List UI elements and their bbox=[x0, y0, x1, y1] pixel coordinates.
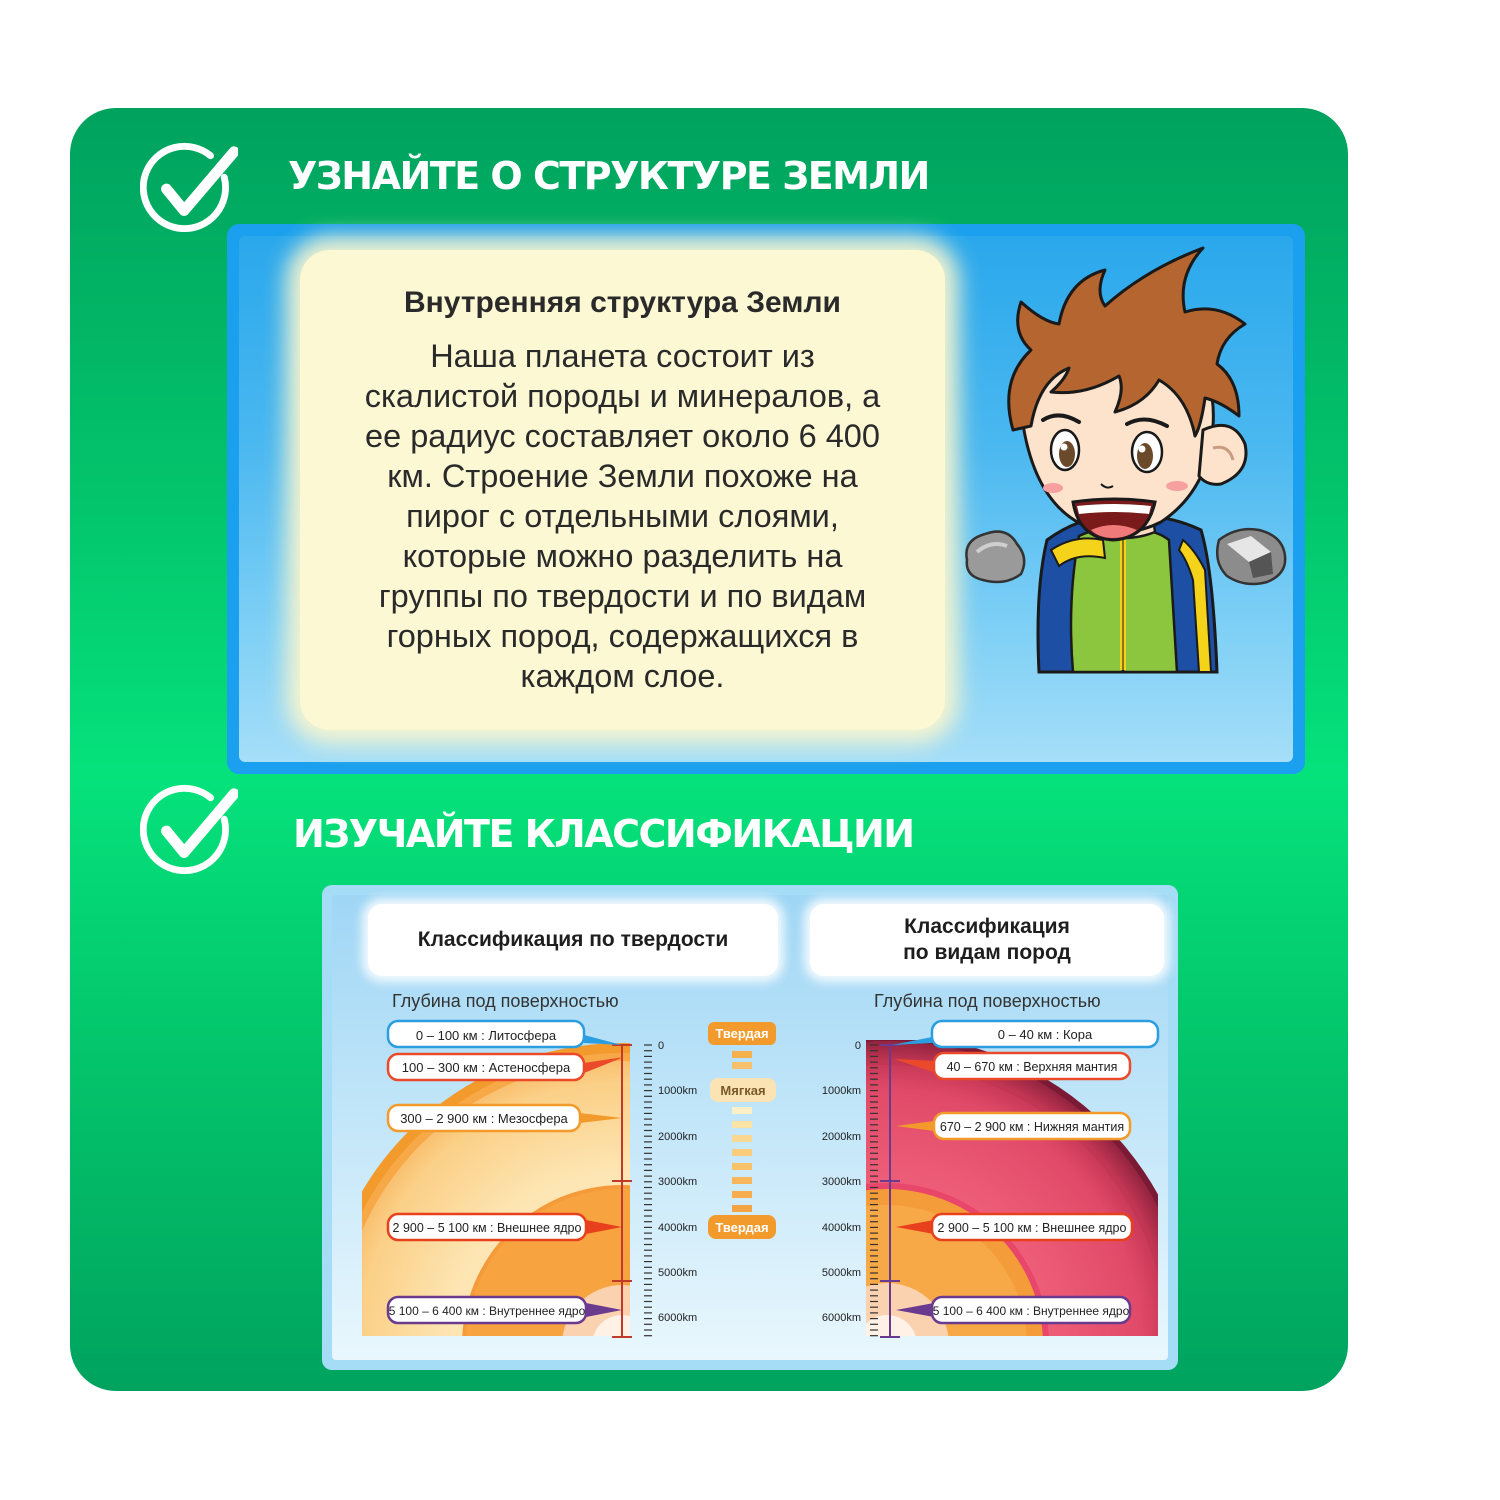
rock-types-header-line: по видам пород bbox=[903, 941, 1071, 964]
layer-label: 5 100 – 6 400 км : Внутреннее ядро bbox=[388, 1304, 586, 1318]
boy-character bbox=[955, 240, 1295, 680]
note-text bbox=[300, 336, 945, 696]
note-line: пирог с отдельными слоями, bbox=[406, 498, 839, 534]
hardness-header: Классификация по твердости bbox=[368, 904, 778, 976]
note-title: Внутренняя структура Земли bbox=[404, 286, 841, 319]
check-circle-icon bbox=[140, 140, 238, 238]
layer-callout bbox=[388, 1021, 622, 1047]
layer-label: 0 – 40 км : Кора bbox=[997, 1027, 1093, 1042]
state-label-solid: Твердая bbox=[715, 1026, 769, 1041]
structure-note bbox=[300, 250, 945, 730]
axis-tick-label: 5000km bbox=[658, 1267, 698, 1279]
axis-tick-label: 0 bbox=[658, 1040, 665, 1052]
section-title-structure: УЗНАЙТЕ О СТРУКТУРЕ ЗЕМЛИ bbox=[288, 154, 929, 198]
axis-tick-label: 4000km bbox=[658, 1222, 698, 1234]
note-line: Наша планета состоит из bbox=[430, 338, 815, 374]
layer-label: 100 – 300 км : Астеносфера bbox=[401, 1060, 571, 1075]
axis-tick-label: 5000km bbox=[821, 1267, 861, 1279]
note-line: каждом слое. bbox=[520, 658, 725, 694]
hardness-state-column bbox=[708, 1022, 776, 1239]
axis-tick-label: 1000km bbox=[658, 1085, 698, 1097]
axis-tick-label: 3000km bbox=[658, 1176, 698, 1188]
axis-tick-label: 6000km bbox=[658, 1312, 698, 1324]
note-line: группы по твердости и по видам bbox=[378, 578, 867, 614]
state-label-solid: Твердая bbox=[715, 1220, 769, 1235]
axis-tick-label: 2000km bbox=[658, 1131, 698, 1143]
rock-icon bbox=[966, 532, 1024, 582]
axis-tick-label: 2000km bbox=[821, 1131, 861, 1143]
layer-label: 5 100 – 6 400 км : Внутреннее ядро bbox=[932, 1304, 1130, 1318]
depth-label: Глубина под поверхностью bbox=[392, 991, 619, 1011]
check-circle-icon bbox=[140, 782, 238, 880]
layer-label: 0 – 100 км : Литосфера bbox=[415, 1028, 557, 1043]
note-line: ее радиус составляет около 6 400 bbox=[365, 418, 880, 454]
layer-label: 2 900 – 5 100 км : Внешнее ядро bbox=[392, 1221, 582, 1235]
depth-label: Глубина под поверхностью bbox=[874, 991, 1101, 1011]
layer-label: 40 – 670 км : Верхняя мантия bbox=[946, 1060, 1118, 1074]
axis-tick-label: 4000km bbox=[821, 1222, 861, 1234]
layer-label: 300 – 2 900 км : Мезосфера bbox=[400, 1111, 568, 1126]
note-line: скалистой породы и минералов, а bbox=[364, 378, 881, 414]
classification-diagram bbox=[322, 885, 1178, 1370]
section-title-classification: ИЗУЧАЙТЕ КЛАССИФИКАЦИИ bbox=[293, 812, 914, 856]
axis-tick-label: 1000km bbox=[821, 1085, 861, 1097]
axis-tick-label: 3000km bbox=[821, 1176, 861, 1188]
axis-tick-label: 6000km bbox=[821, 1312, 861, 1324]
note-line: км. Строение Земли похоже на bbox=[387, 458, 858, 494]
note-line: горных пород, содержащихся в bbox=[386, 618, 859, 654]
state-label-soft: Мягкая bbox=[720, 1083, 766, 1098]
layer-label: 2 900 – 5 100 км : Внешнее ядро bbox=[937, 1221, 1127, 1235]
layer-label: 670 – 2 900 км : Нижняя мантия bbox=[939, 1120, 1125, 1134]
rock-icon bbox=[1217, 529, 1285, 584]
axis-tick-label: 0 bbox=[854, 1040, 861, 1052]
rock-types-header-line: Классификация bbox=[904, 915, 1070, 938]
note-line: которые можно разделить на bbox=[402, 538, 843, 574]
